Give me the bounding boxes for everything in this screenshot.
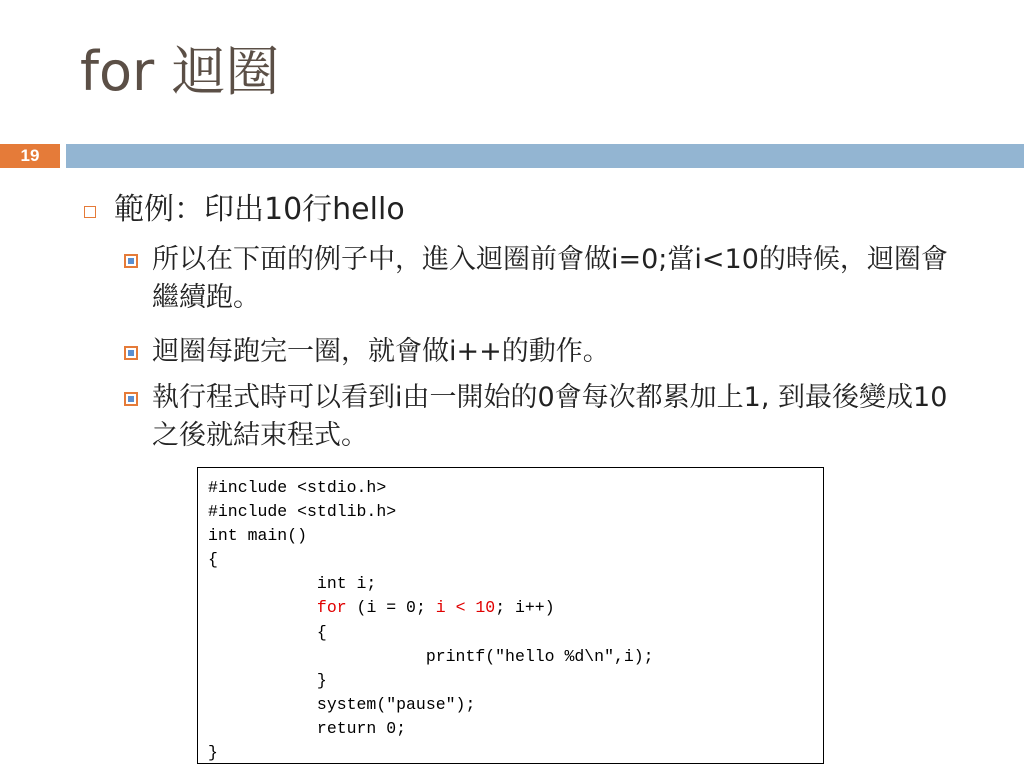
main-bullet — [84, 188, 405, 232]
code-line: return 0; — [208, 718, 407, 738]
filled-square-bullet-icon — [124, 346, 138, 360]
code-line: { — [208, 622, 327, 642]
code-line: int main() — [208, 526, 308, 546]
code-line-for — [208, 596, 813, 620]
code-line: } — [208, 743, 218, 763]
code-for-init: (i = 0; — [346, 598, 436, 618]
filled-square-bullet-icon — [124, 254, 138, 268]
code-line: #include <stdlib.h> — [208, 502, 397, 522]
code-condition: i < 10 — [435, 598, 496, 618]
sub-bullet-text: 所以在下面的例子中，進入迴圈前會做i=0;當i<10的時候，迴圈會繼續跑。 — [152, 244, 948, 313]
hollow-square-bullet-icon — [84, 206, 96, 218]
sub-bullet-2 — [124, 333, 974, 371]
main-bullet-text: 範例：印出10行hello — [114, 192, 405, 227]
code-line: { — [208, 550, 218, 570]
filled-square-bullet-icon — [124, 392, 138, 406]
code-block — [197, 467, 824, 764]
header-divider-bar — [66, 144, 1024, 168]
code-line: printf("hello %d\n",i); — [208, 646, 654, 666]
sub-bullet-text: 執行程式時可以看到i由一開始的0會每次都累加上1, 到最後變成10之後就結束程式。 — [152, 382, 948, 451]
code-line: #include <stdio.h> — [208, 478, 387, 497]
sub-bullet-3 — [124, 379, 974, 455]
code-keyword-for: for — [316, 598, 347, 618]
sub-bullet-text: 迴圈每跑完一圈，就會做i++的動作。 — [152, 336, 610, 367]
code-indent — [208, 598, 317, 617]
code-line: } — [208, 670, 327, 690]
slide-title: for 迴圈 — [80, 40, 280, 103]
code-for-increment: ; i++) — [495, 598, 555, 618]
slide-number-badge: 19 — [0, 144, 60, 168]
code-line: system("pause"); — [208, 694, 476, 714]
sub-bullet-1 — [124, 241, 974, 317]
code-line: int i; — [208, 574, 377, 594]
